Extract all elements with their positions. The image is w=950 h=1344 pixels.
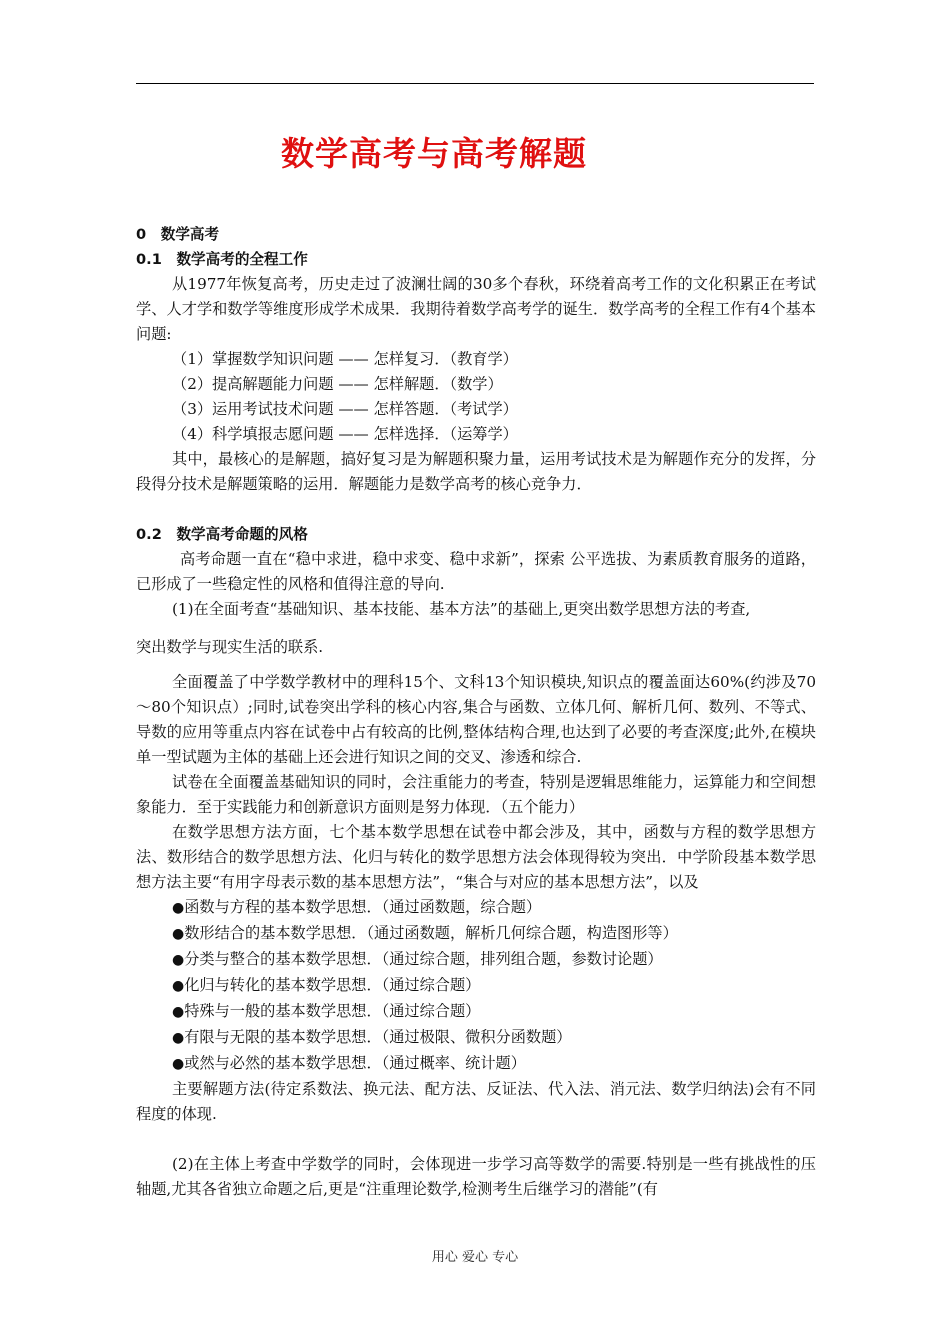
bullet-item — [136, 921, 816, 947]
bullet-item — [136, 1025, 816, 1051]
paragraph: 主要解题方法(待定系数法、换元法、配方法、反证法、代入法、消元法、数学归纳法)会有不同程度的体现. — [136, 1080, 816, 1123]
bullet-icon: ● — [172, 900, 185, 916]
bullet-icon: ● — [172, 952, 185, 968]
bullet-item — [136, 947, 816, 973]
spacer — [136, 1127, 816, 1152]
list-item: （1）掌握数学知识问题 —— 怎样复习．（教育学） — [172, 350, 518, 368]
page-footer: 用心 爱心 专心 — [431, 1250, 519, 1265]
bullet-icon: ● — [172, 1004, 185, 1020]
list-item: （2）提高解题能力问题 —— 怎样解题．（数学） — [172, 375, 503, 393]
paragraph: 全面覆盖了中学数学教材中的理科15个、文科13个知识模块,知识点的覆盖面达60%(约涉及70～80个知识点）;同时,试卷突出学科的核心内容,集合与函数、立体几何、解析几何、数列、不等式、导数的应用等重点内容在试卷中占有较高的比例,整体结构合理,也达到了必要的考查深度;此外,在模块单一型试题为主体的基础上还会进行知识之间的交叉、渗透和综合. — [136, 673, 816, 766]
bullet-item — [136, 895, 816, 921]
paragraph: 突出数学与现实生活的联系. — [136, 638, 324, 656]
paragraph: 其中，最核心的是解题，搞好复习是为解题积聚力量，运用考试技术是为解题作充分的发挥，分段得分技术是解题策略的运用．解题能力是数学高考的核心竞争力． — [136, 450, 816, 493]
bullet-text: 特殊与一般的基本数学思想．（通过综合题） — [184, 1002, 481, 1020]
section-0-1-heading: 0.1 数学高考的全程工作 — [136, 251, 308, 268]
section-0-heading: 0 数学高考 — [136, 226, 220, 243]
bullet-text: 数形结合的基本数学思想．（通过函数题，解析几何综合题，构造图形等） — [184, 924, 678, 942]
bullet-icon: ● — [172, 1030, 185, 1046]
bullet-text: 函数与方程的基本数学思想．（通过函数题，综合题） — [184, 898, 542, 916]
document-title: 数学高考与高考解题 — [281, 134, 587, 173]
paragraph: (2)在主体上考查中学数学的同时，会体现进一步学习高等数学的需要.特别是一些有挑战性的压轴题,尤其各省独立命题之后,更是“注重理论数学,检测考生后继学习的潜能”(有 — [136, 1155, 816, 1198]
paragraph: 从1977年恢复高考，历史走过了波澜壮阔的30多个春秋，环绕着高考工作的文化积累正在考试学、人才学和数学等维度形成学术成果．我期待着数学高考学的诞生．数学高考的全程工作有4个基本问题: — [136, 275, 816, 343]
list-item: （3）运用考试技术问题 —— 怎样答题．（考试学） — [172, 400, 518, 418]
paragraph: 试卷在全面覆盖基础知识的同时，会注重能力的考查，特别是逻辑思维能力，运算能力和空间想象能力．至于实践能力和创新意识方面则是努力体现．（五个能力） — [136, 773, 816, 816]
bullet-icon: ● — [172, 1056, 185, 1072]
header-rule — [136, 83, 814, 84]
bullet-text: 有限与无限的基本数学思想．（通过极限、微积分函数题） — [184, 1028, 572, 1046]
bullet-text: 或然与必然的基本数学思想．（通过概率、统计题） — [184, 1054, 526, 1072]
bullet-item — [136, 999, 816, 1025]
bullet-text: 化归与转化的基本数学思想．（通过综合题） — [184, 976, 481, 994]
paragraph: 高考命题一直在“稳中求进，稳中求变、稳中求新”，探索 公平选拔、为素质教育服务的道路，已形成了一些稳定性的风格和值得注意的导向. — [136, 550, 816, 593]
list-item: （4）科学填报志愿问题 —— 怎样选择．（运筹学） — [172, 425, 518, 443]
bullet-icon: ● — [172, 926, 185, 942]
paragraph: 在数学思想方法方面，七个基本数学思想在试卷中都会涉及，其中，函数与方程的数学思想方法、数形结合的数学思想方法、化归与转化的数学思想方法会体现得较为突出．中学阶段基本数学思想方法主要“有用字母表示数的基本思想方法”，“集合与对应的基本思想方法”，以及 — [136, 823, 816, 891]
section-0-2-heading: 0.2 数学高考命题的风格 — [136, 526, 308, 543]
bullet-item — [136, 973, 816, 999]
document-body — [136, 222, 816, 1202]
paragraph: (1)在全面考查“基础知识、基本技能、基本方法”的基础上,更突出数学思想方法的考查, — [172, 600, 751, 618]
bullet-item — [136, 1051, 816, 1077]
bullet-icon: ● — [172, 978, 185, 994]
spacer — [136, 497, 816, 522]
bullet-text: 分类与整合的基本数学思想．（通过综合题，排列组合题，参数讨论题） — [184, 950, 663, 968]
